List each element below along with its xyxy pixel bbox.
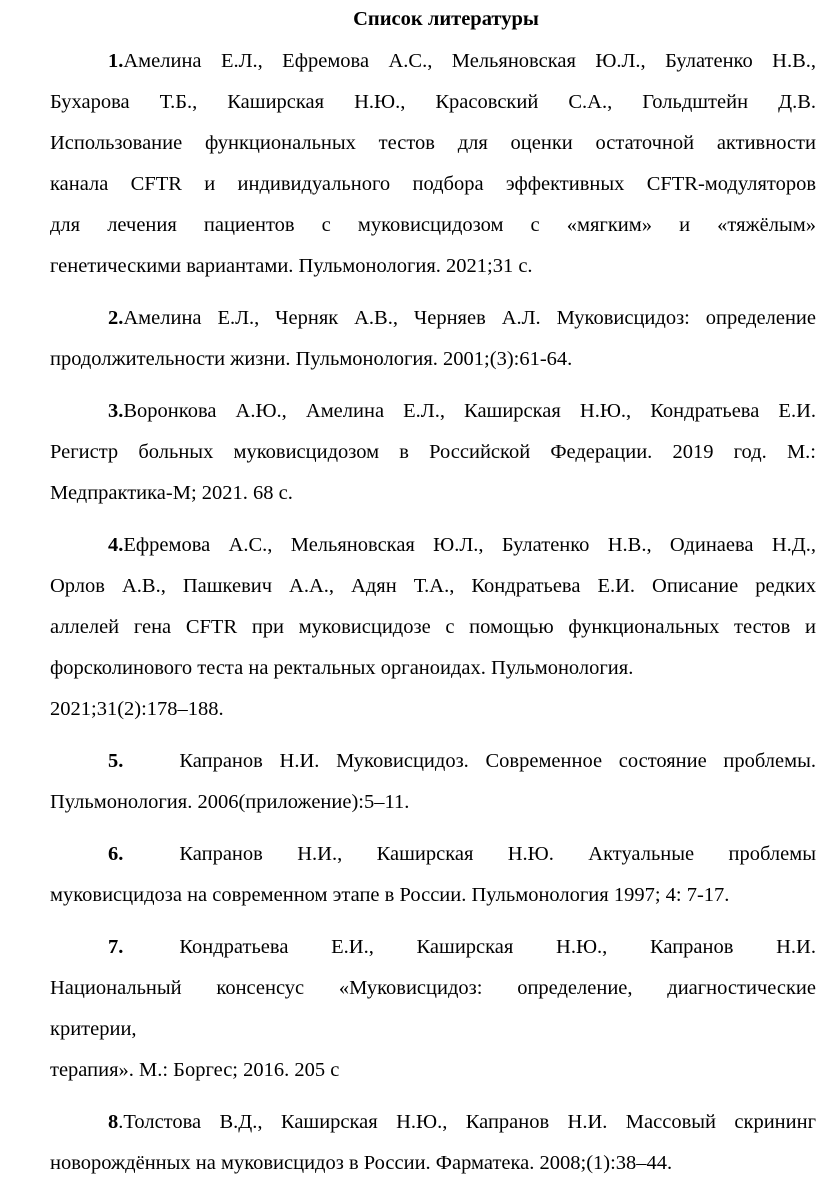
reference-text: Регистр больных муковисцидозом в Российской Федерации. 2019 год. М.: (50, 441, 816, 463)
document-page (50, 0, 816, 1184)
reference-item-2 (50, 298, 816, 380)
reference-item-6 (50, 834, 816, 916)
reference-number: 6. (108, 843, 124, 865)
reference-item-8 (50, 1102, 816, 1184)
reference-number: 2. (108, 307, 124, 329)
reference-number: 8 (108, 1111, 119, 1133)
reference-text: Ефремова А.С., Мельяновская Ю.Л., Булатенко Н.В., Одинаева Н.Д., (123, 534, 816, 556)
reference-text: Медпрактика-М; 2021. 68 с. (50, 482, 293, 504)
reference-text: Национальный консенсус «Муковисцидоз: определение, диагностические (50, 977, 816, 999)
reference-list (50, 41, 816, 1184)
reference-number-suffix: . (118, 1111, 124, 1133)
reference-text: для лечения пациентов с муковисцидозом с «мягким» и «тяжёлым» (50, 214, 816, 236)
reference-text: терапия». М.: Боргес; 2016. 205 с (50, 1059, 340, 1081)
reference-number: 5. (108, 750, 124, 772)
reference-number: 1. (108, 50, 124, 72)
reference-item-5 (50, 741, 816, 823)
reference-item-3 (50, 391, 816, 514)
reference-item-7 (50, 927, 816, 1091)
reference-number: 7. (108, 936, 124, 958)
reference-text: Орлов А.В., Пашкевич А.А., Адян Т.А., Кондратьева Е.И. Описание редких (50, 575, 816, 597)
reference-text: критерии, (50, 1018, 137, 1040)
reference-text: Амелина Е.Л., Ефремова А.С., Мельяновская Ю.Л., Булатенко Н.В., (123, 50, 816, 72)
reference-text: Кондратьева Е.И., Каширская Н.Ю., Капранов Н.И. (179, 936, 816, 958)
reference-text: муковисцидоза на современном этапе в России. Пульмонология 1997; 4: 7-17. (50, 884, 730, 906)
reference-text: новорождённых на муковисцидоз в России. Фарматека. 2008;(1):38–44. (50, 1152, 673, 1174)
reference-text: форсколинового теста на ректальных органоидах. Пульмонология. (50, 657, 634, 679)
reference-text: генетическими вариантами. Пульмонология. 2021;31 с. (50, 255, 533, 277)
reference-text: канала CFTR и индивидуального подбора эффективных CFTR-модуляторов (50, 173, 816, 195)
reference-text: Воронкова А.Ю., Амелина Е.Л., Каширская Н.Ю., Кондратьева Е.И. (123, 400, 816, 422)
reference-text: продолжительности жизни. Пульмонология. 2001;(3):61-64. (50, 348, 573, 370)
reference-item-4 (50, 525, 816, 730)
reference-text: Амелина Е.Л., Черняк А.В., Черняев А.Л. Муковисцидоз: определение (123, 307, 816, 329)
reference-text: Толстова В.Д., Каширская Н.Ю., Капранов Н.И. Массовый скрининг (123, 1111, 816, 1133)
reference-item-1 (50, 41, 816, 287)
reference-number: 3. (108, 400, 124, 422)
reference-text: Использование функциональных тестов для оценки остаточной активности (50, 132, 816, 154)
reference-text: аллелей гена CFTR при муковисцидозе с помощью функциональных тестов и (50, 616, 816, 638)
reference-text: Пульмонология. 2006(приложение):5–11. (50, 791, 410, 813)
reference-text: Капранов Н.И., Каширская Н.Ю. Актуальные проблемы (179, 843, 816, 865)
reference-text: Бухарова Т.Б., Каширская Н.Ю., Красовский С.А., Гольдштейн Д.В. (50, 91, 816, 113)
reference-number: 4. (108, 534, 124, 556)
reference-text: Капранов Н.И. Муковисцидоз. Современное состояние проблемы. (179, 750, 816, 772)
reference-text: 2021;31(2):178–188. (50, 698, 224, 720)
page-title: Список литературы (353, 8, 539, 30)
